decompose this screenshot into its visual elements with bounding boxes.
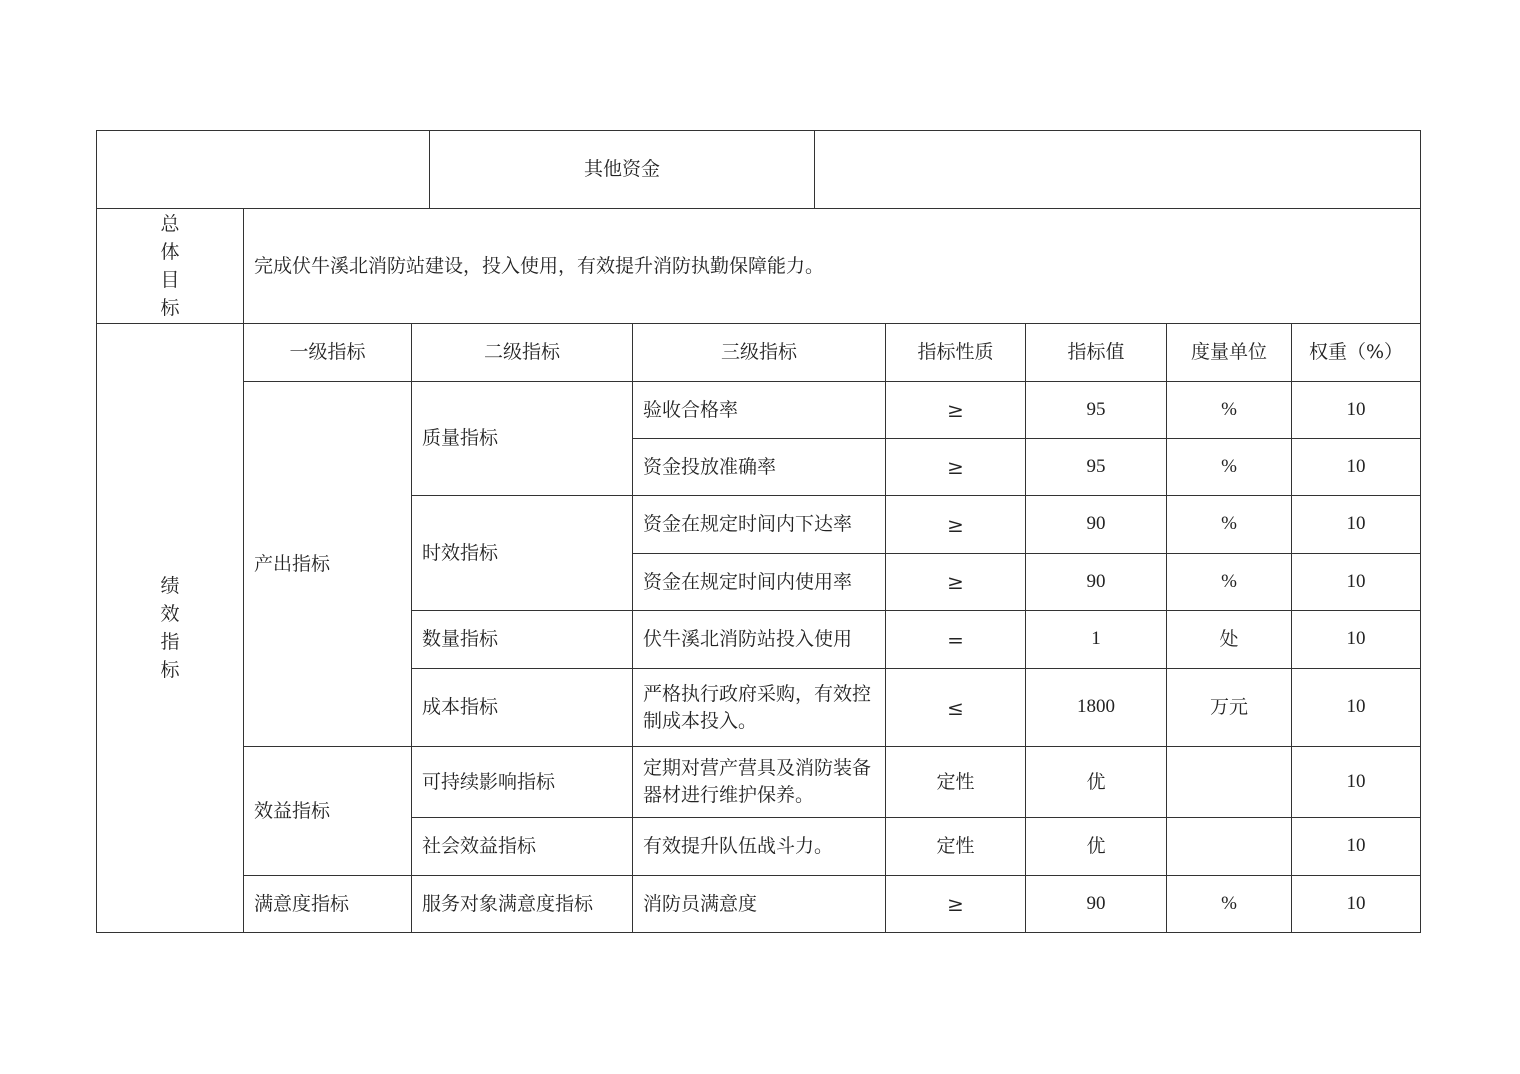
funding-blank-cell xyxy=(97,131,430,209)
header-level3: 三级指标 xyxy=(633,324,886,382)
level1-benefit: 效益指标 xyxy=(244,747,412,876)
overall-goal-text: 完成伏牛溪北消防站建设，投入使用，有效提升消防执勤保障能力。 xyxy=(244,209,1421,324)
indicator-nature: ≥ xyxy=(886,382,1026,439)
funding-table xyxy=(96,130,1421,209)
indicator-name: 严格执行政府采购，有效控制成本投入。 xyxy=(633,669,886,747)
goal-table xyxy=(96,208,1421,324)
indicator-name: 资金在规定时间内使用率 xyxy=(633,554,886,611)
header-level1: 一级指标 xyxy=(244,324,412,382)
level1-output: 产出指标 xyxy=(244,382,412,747)
indicator-name: 有效提升队伍战斗力。 xyxy=(633,818,886,876)
indicator-nature: ≤ xyxy=(886,669,1026,747)
indicator-unit: 万元 xyxy=(1167,669,1292,747)
level2-timeliness: 时效指标 xyxy=(412,496,633,611)
indicator-name: 定期对营产营具及消防装备器材进行维护保养。 xyxy=(633,747,886,818)
goal-row xyxy=(97,209,1421,324)
indicator-nature: ≥ xyxy=(886,439,1026,496)
header-level2: 二级指标 xyxy=(412,324,633,382)
indicator-weight: 10 xyxy=(1292,496,1421,554)
level1-satisfaction: 满意度指标 xyxy=(244,876,412,933)
header-row xyxy=(97,324,1421,382)
indicator-unit: % xyxy=(1167,876,1292,933)
indicator-weight: 10 xyxy=(1292,818,1421,876)
indicator-nature: ≥ xyxy=(886,496,1026,554)
indicator-weight: 10 xyxy=(1292,611,1421,669)
indicator-nature: 定性 xyxy=(886,818,1026,876)
table-row xyxy=(97,876,1421,933)
indicator-value: 90 xyxy=(1026,876,1167,933)
indicator-value: 90 xyxy=(1026,554,1167,611)
level2-cost: 成本指标 xyxy=(412,669,633,747)
performance-indicators-label: 绩 效 指 标 xyxy=(97,324,244,933)
indicator-nature: ≥ xyxy=(886,554,1026,611)
indicator-unit: % xyxy=(1167,439,1292,496)
indicator-value: 优 xyxy=(1026,747,1167,818)
indicator-unit xyxy=(1167,818,1292,876)
indicator-weight: 10 xyxy=(1292,554,1421,611)
indicator-weight: 10 xyxy=(1292,382,1421,439)
other-funds-label: 其他资金 xyxy=(430,131,815,209)
level2-sustainable: 可持续影响指标 xyxy=(412,747,633,818)
indicator-unit: % xyxy=(1167,554,1292,611)
level2-quality: 质量指标 xyxy=(412,382,633,496)
header-weight: 权重（%） xyxy=(1292,324,1421,382)
indicator-unit: % xyxy=(1167,382,1292,439)
level2-quantity: 数量指标 xyxy=(412,611,633,669)
indicator-value: 1800 xyxy=(1026,669,1167,747)
indicator-unit xyxy=(1167,747,1292,818)
overall-goal-label: 总 体 目 标 xyxy=(97,209,244,324)
indicator-name: 验收合格率 xyxy=(633,382,886,439)
indicator-value: 95 xyxy=(1026,382,1167,439)
header-nature: 指标性质 xyxy=(886,324,1026,382)
indicator-weight: 10 xyxy=(1292,439,1421,496)
performance-table xyxy=(96,323,1421,933)
indicator-unit: % xyxy=(1167,496,1292,554)
table-row xyxy=(97,382,1421,439)
indicator-name: 资金投放准确率 xyxy=(633,439,886,496)
indicator-weight: 10 xyxy=(1292,876,1421,933)
header-unit: 度量单位 xyxy=(1167,324,1292,382)
level2-service: 服务对象满意度指标 xyxy=(412,876,633,933)
header-value: 指标值 xyxy=(1026,324,1167,382)
indicator-weight: 10 xyxy=(1292,747,1421,818)
indicator-nature: ≥ xyxy=(886,876,1026,933)
table-row xyxy=(97,747,1421,818)
indicator-name: 伏牛溪北消防站投入使用 xyxy=(633,611,886,669)
other-funds-value xyxy=(815,131,1421,209)
indicator-nature: = xyxy=(886,611,1026,669)
indicator-value: 95 xyxy=(1026,439,1167,496)
indicator-value: 1 xyxy=(1026,611,1167,669)
indicator-value: 90 xyxy=(1026,496,1167,554)
indicator-name: 消防员满意度 xyxy=(633,876,886,933)
level2-social: 社会效益指标 xyxy=(412,818,633,876)
funding-row xyxy=(97,131,1421,209)
indicator-weight: 10 xyxy=(1292,669,1421,747)
indicator-name: 资金在规定时间内下达率 xyxy=(633,496,886,554)
indicator-unit: 处 xyxy=(1167,611,1292,669)
indicator-nature: 定性 xyxy=(886,747,1026,818)
indicator-value: 优 xyxy=(1026,818,1167,876)
